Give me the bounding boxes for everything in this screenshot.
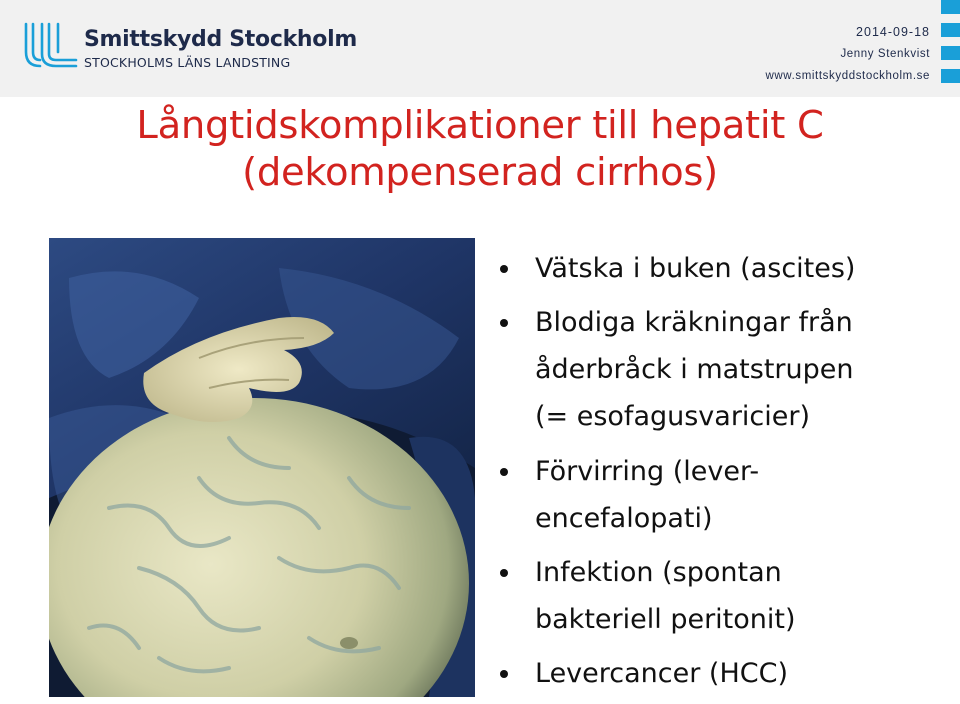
bullet-line: Infektion (spontan	[535, 557, 782, 588]
slide-title	[0, 102, 960, 196]
slide-date: 2014-09-18	[856, 25, 930, 39]
bullet-line: (= esofagusvaricier)	[535, 401, 811, 432]
bullet-line: Vätska i buken (ascites)	[535, 253, 856, 284]
bullet-line: Förvirring (lever-	[535, 456, 760, 487]
accent-bar	[941, 0, 960, 14]
slide-author: Jenny Stenkvist	[840, 48, 930, 60]
bullet-bleeding	[495, 299, 955, 440]
logo-subtitle: STOCKHOLMS LÄNS LANDSTING	[84, 55, 291, 70]
accent-bar	[941, 23, 960, 37]
bullet-line: bakteriell peritonit)	[535, 604, 796, 635]
bullet-ascites	[495, 245, 955, 292]
website-link[interactable]: www.smittskyddstockholm.se	[765, 70, 930, 82]
title-line-2: (dekompenserad cirrhos)	[242, 150, 718, 195]
bullet-line: Blodiga kräkningar från	[535, 307, 853, 338]
bullet-line: Levercancer (HCC)	[535, 658, 788, 689]
title-line-1: Långtidskomplikationer till hepatit C	[136, 103, 824, 148]
bullet-cancer	[495, 650, 955, 697]
accent-bars	[941, 0, 960, 92]
accent-bar	[941, 46, 960, 60]
landsting-logo-icon	[20, 22, 80, 70]
logo-title: Smittskydd Stockholm	[84, 27, 357, 52]
bullet-list	[495, 245, 955, 704]
slide-header	[0, 0, 960, 97]
bullet-infection	[495, 549, 955, 643]
bullet-line: encefalopati)	[535, 503, 713, 534]
ascites-abdomen-photo	[49, 238, 475, 697]
bullet-confusion	[495, 448, 955, 542]
bullet-line: åderbråck i matstrupen	[535, 354, 854, 385]
accent-bar	[941, 69, 960, 83]
